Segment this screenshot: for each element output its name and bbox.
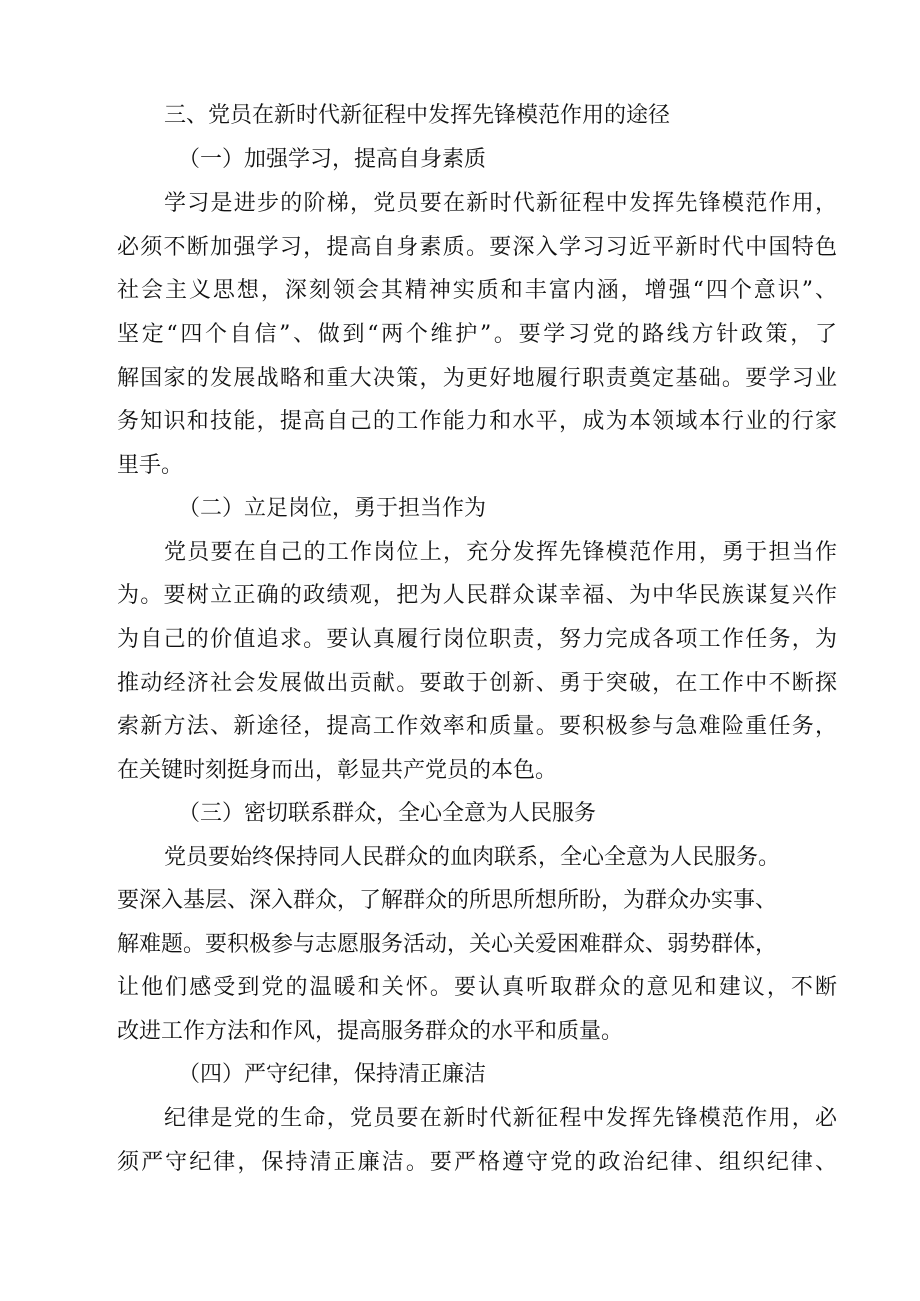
paragraph-line: 社会主义思想，深刻领会其精神实质和丰富内涵，增强“四个意识”、: [117, 278, 837, 303]
subsection-heading-3: （三）密切联系群众，全心全意为人民服务: [178, 801, 597, 826]
paragraph-line: 索新方法、新途径，提高工作效率和质量。要积极参与急难险重任务，: [117, 714, 837, 739]
paragraph-line: 为。要树立正确的政绩观，把为人民群众谋幸福、为中华民族谋复兴作: [117, 583, 837, 608]
subsection-heading-4: （四）严守纪律，保持清正廉洁: [178, 1062, 487, 1087]
paragraph-line: 必须不断加强学习，提高自身素质。要深入学习习近平新时代中国特色: [117, 235, 837, 260]
paragraph-line: 要深入基层、深入群众，了解群众的所思所想所盼，为群众办实事、: [117, 888, 778, 913]
paragraph-line: 党员要始终保持同人民群众的血肉联系，全心全意为人民服务。: [164, 845, 781, 870]
paragraph-line: 坚定“四个自信”、做到“两个维护”。要学习党的路线方针政策，了: [117, 322, 837, 347]
paragraph-line: 须严守纪律，保持清正廉洁。要严格遵守党的政治纪律、组织纪律、: [117, 1150, 837, 1175]
subsection-heading-1: （一）加强学习，提高自身素质: [178, 147, 487, 172]
paragraph-line: 学习是进步的阶梯，党员要在新时代新征程中发挥先锋模范作用，: [164, 191, 837, 216]
paragraph-line: 务知识和技能，提高自己的工作能力和水平，成为本领域本行业的行家: [117, 409, 837, 434]
paragraph-line: 改进工作方法和作风，提高服务群众的水平和质量。: [117, 1019, 624, 1044]
paragraph-line: 纪律是党的生命，党员要在新时代新征程中发挥先锋模范作用，必: [164, 1106, 837, 1131]
paragraph-line: 让他们感受到党的温暖和关怀。要认真听取群众的意见和建议，不断: [117, 975, 837, 1000]
paragraph-line: 解难题。要积极参与志愿服务活动，关心关爱困难群众、弱势群体，: [117, 932, 778, 957]
paragraph-line: 党员要在自己的工作岗位上，充分发挥先锋模范作用，勇于担当作: [164, 540, 837, 565]
section-title: 三、党员在新时代新征程中发挥先锋模范作用的途径: [164, 103, 671, 128]
subsection-heading-2: （二）立足岗位，勇于担当作为: [178, 496, 487, 521]
paragraph-line: 在关键时刻挺身而出，彰显共产党员的本色。: [117, 758, 558, 783]
paragraph-line: 为自己的价值追求。要认真履行岗位职责，努力完成各项工作任务，为: [117, 627, 837, 652]
paragraph-line: 解国家的发展战略和重大决策，为更好地履行职责奠定基础。要学习业: [117, 366, 837, 391]
paragraph-line: 推动经济社会发展做出贡献。要敢于创新、勇于突破，在工作中不断探: [117, 671, 837, 696]
paragraph-line: 里手。: [117, 453, 184, 478]
